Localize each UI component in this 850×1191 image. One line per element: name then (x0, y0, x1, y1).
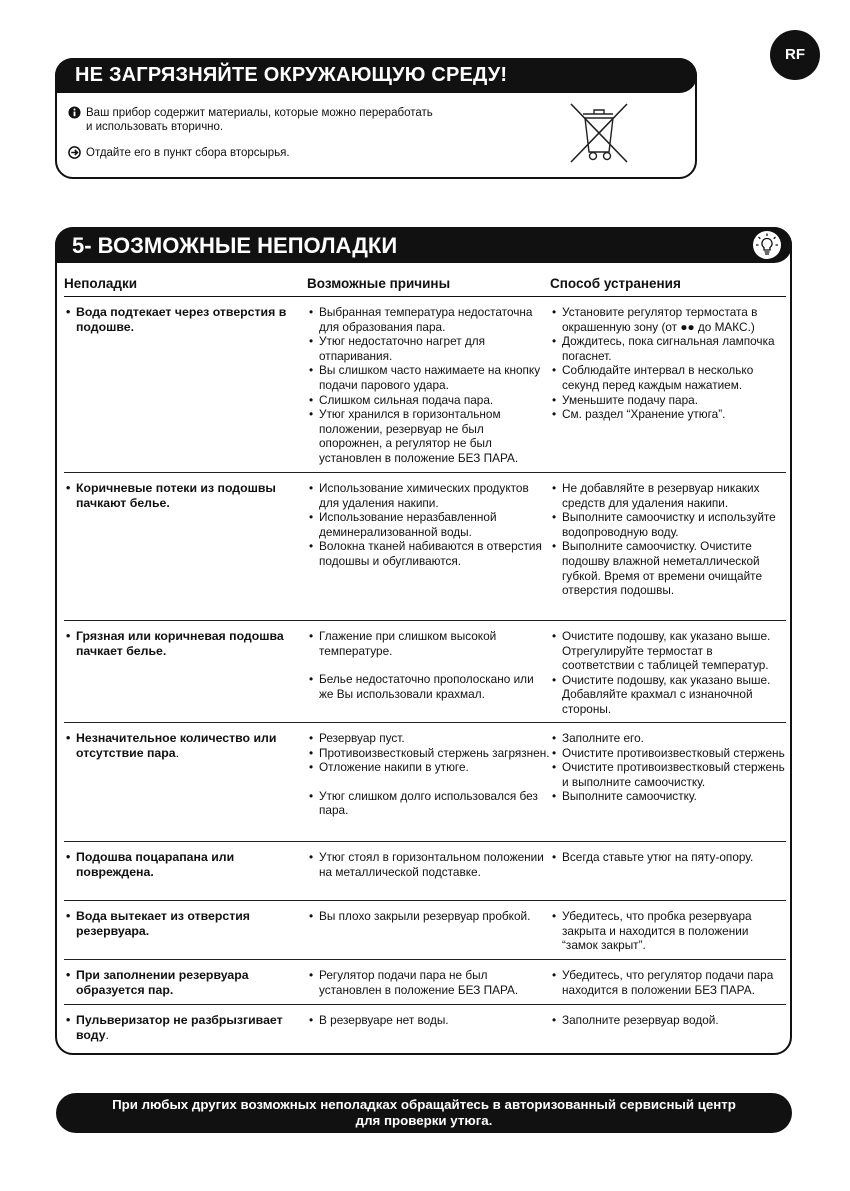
problem-cell (64, 960, 307, 1004)
environment-info (68, 106, 433, 134)
solution-item: • Выполните самоочистку. Очистите подошву влажной неметаллической губкой. Время от времени очищайте отверстия подошвы. (550, 539, 786, 597)
cause-item: • Утюг стоял в горизонтальном положении на металлической подставке. (307, 850, 550, 879)
header-causes: Возможные причины (307, 276, 451, 291)
header-solutions: Способ устранения (550, 276, 681, 291)
cause-item: • Утюг хранился в горизонтальном положении, резервуар не был опорожнен, а регулятор не был установлен в положение БЕЗ ПАРА. (307, 407, 550, 465)
problem-text: При заполнении резервуара образуется пар. (76, 968, 249, 997)
cause-item: • Резервуар пуст. (307, 731, 550, 746)
causes-cell (307, 621, 550, 722)
solution-item: • Выполните самоочистку. (550, 789, 786, 804)
cause-item: • Глажение при слишком высокой температуре. (307, 629, 550, 658)
info-icon (68, 106, 81, 119)
problem-text: Вода вытекает из отверстия резервуара. (76, 909, 250, 938)
causes-cell (307, 723, 550, 841)
cause-item: • Волокна тканей набиваются в отверстия подошвы и обугливаются. (307, 539, 550, 568)
solution-item: • Соблюдайте интервал в несколько секунд перед каждым нажатием. (550, 363, 786, 392)
problem-cell (64, 723, 307, 841)
problem-cell (64, 473, 307, 620)
problem-text: Вода подтекает через отверстия в подошве. (76, 305, 287, 334)
problem-suffix: . (105, 1028, 109, 1042)
table-row (64, 959, 786, 1004)
solutions-cell (550, 960, 786, 1004)
solution-item: • Дождитесь, пока сигнальная лампочка погаснет. (550, 334, 786, 363)
causes-cell (307, 297, 550, 472)
cause-item: • Использование химических продуктов для удаления накипи. (307, 481, 550, 510)
cause-item: • В резервуаре нет воды. (307, 1013, 550, 1028)
problem-cell (64, 621, 307, 722)
problem-text: Коричневые потеки из подошвы пачкают белье. (76, 481, 276, 510)
cause-item: • Вы плохо закрыли резервуар пробкой. (307, 909, 550, 924)
footer-line2: для проверки утюга. (355, 1113, 493, 1128)
language-badge: RF (770, 30, 820, 80)
solutions-cell (550, 297, 786, 472)
problem-text: Грязная или коричневая подошва пачкает белье. (76, 629, 284, 658)
table-row (64, 296, 786, 472)
cause-item: • Слишком сильная подача пара. (307, 393, 550, 408)
solution-item: • Убедитесь, что регулятор подачи пара находится в положении БЕЗ ПАРА. (550, 968, 786, 997)
problem-cell (64, 901, 307, 959)
solution-item: • Очистите подошву, как указано выше. Добавляйте крахмал с изнаночной стороны. (550, 673, 786, 717)
solution-item: • Выполните самоочистку и используйте водопроводную воду. (550, 510, 786, 539)
solution-item: • Уменьшите подачу пара. (550, 393, 786, 408)
service-center-footer (56, 1093, 792, 1133)
troubleshooting-table (64, 296, 786, 1050)
cause-item: • Противоизвестковый стержень загрязнен. (307, 746, 550, 761)
solution-item: • Не добавляйте в резервуар никаких средств для удаления накипи. (550, 481, 786, 510)
causes-cell (307, 1005, 550, 1050)
problem-cell (64, 1005, 307, 1050)
solution-item: • Очистите противоизвестковый стержень и выполните самоочистку. (550, 760, 786, 789)
causes-cell (307, 473, 550, 620)
solution-item: • Заполните его. (550, 731, 786, 746)
solutions-cell (550, 842, 786, 900)
causes-cell (307, 901, 550, 959)
table-row (64, 472, 786, 620)
solution-item: • Установите регулятор термостата в окрашенную зону (от ●● до МАКС.) (550, 305, 786, 334)
solution-item: • Всегда ставьте утюг на пяту-опору. (550, 850, 786, 865)
solutions-cell (550, 473, 786, 620)
crossed-out-bin-icon (567, 100, 631, 166)
environment-title: НЕ ЗАГРЯЗНЯЙТЕ ОКРУЖАЮЩУЮ СРЕДУ! (55, 58, 697, 93)
cause-item: • Регулятор подачи пара не был установлен в положение БЕЗ ПАРА. (307, 968, 550, 997)
lightbulb-icon (752, 230, 782, 260)
table-row (64, 722, 786, 841)
header-problem: Неполадки (64, 276, 138, 291)
cause-item: • Вы слишком часто нажимаете на кнопку подачи парового удара. (307, 363, 550, 392)
environment-info-line2: и использовать вторично. (86, 121, 224, 133)
table-row (64, 900, 786, 959)
solution-item: • Очистите противоизвестковый стержень (550, 746, 786, 761)
problem-cell (64, 842, 307, 900)
troubleshooting-title: 5- ВОЗМОЖНЫЕ НЕПОЛАДКИ (55, 227, 792, 263)
solution-item: • См. раздел “Хранение утюга”. (550, 407, 786, 422)
problem-text: Пульверизатор не разбрызгивает воду (76, 1013, 283, 1042)
solutions-cell (550, 901, 786, 959)
cause-item: • Использование неразбавленной деминерализованной воды. (307, 510, 550, 539)
cause-item: • Утюг слишком долго использовался без пара. (307, 789, 550, 818)
solutions-cell (550, 621, 786, 722)
problem-text: Незначительное количество или отсутствие пара (76, 731, 277, 760)
problem-cell (64, 297, 307, 472)
cause-item: • Белье недостаточно прополоскано или же Вы использовали крахмал. (307, 672, 550, 701)
environment-action-text: Отдайте его в пункт сбора вторсырья. (86, 147, 290, 159)
problem-text: Подошва поцарапана или повреждена. (76, 850, 235, 879)
cause-item: • Утюг недостаточно нагрет для отпаривания. (307, 334, 550, 363)
cause-item: • Отложение накипи в утюге. (307, 760, 550, 775)
footer-line1: При любых других возможных неполадках обращайтесь в авторизованный сервисный центр (112, 1097, 736, 1112)
solution-item: • Заполните резервуар водой. (550, 1013, 786, 1028)
solutions-cell (550, 1005, 786, 1050)
causes-cell (307, 842, 550, 900)
solutions-cell (550, 723, 786, 841)
causes-cell (307, 960, 550, 1004)
table-row (64, 1004, 786, 1050)
arrow-icon (68, 146, 81, 159)
solution-item: • Убедитесь, что пробка резервуара закрыта и находится в положении “замок закрыт”. (550, 909, 786, 953)
environment-action (68, 146, 290, 161)
environment-info-line1: Ваш прибор содержит материалы, которые можно переработать (86, 107, 433, 119)
solution-item: • Очистите подошву, как указано выше. Отрегулируйте термостат в соответствии с таблицей температур. (550, 629, 786, 673)
table-row (64, 841, 786, 900)
table-row (64, 620, 786, 722)
problem-suffix: . (175, 746, 180, 760)
cause-item: • Выбранная температура недостаточна для образования пара. (307, 305, 550, 334)
